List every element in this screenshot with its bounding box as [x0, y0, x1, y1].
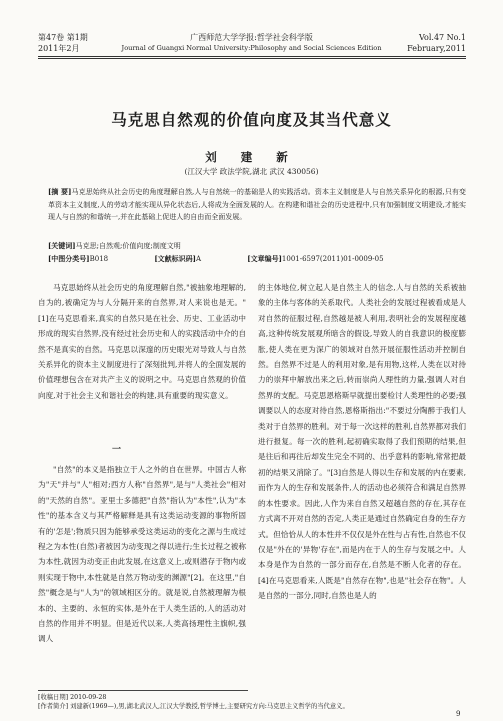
section-heading: 一	[112, 445, 122, 455]
classification-line	[48, 253, 478, 265]
right-column	[258, 280, 466, 604]
received-date: [收稿日期] 2010-09-28	[38, 694, 107, 701]
author-affiliation: (江汉大学 政法学院,湖北 武汉 430056)	[184, 167, 319, 176]
right-paragraph: 的主体地位,树立起人是自然主人的信念,人与自然的关系被抽象的主体与客体的关系取代。人类社会的发展过程被看成是人对自然的征服过程,自然越是被人利用,表明社会的发展程度越高,这种传统发展观所暗含的假设,导致人的自我意识的极度膨胀,使人类在更为深广的领域对自然开展征服性活动并控制自然。自然界不过是人的利用对象,是有用物,这样,人类在以对待力的崇拜中解放出来之后,转而崇尚人理性的力量,强调人对自然界的支配。马克思恩格斯早就提出要检讨人类理性的必要;强调要以人的态度对待自然,恩格斯指出:"不要过分陶醉于我们人类对于自然界的胜利。对于每一次这样的胜利,自然界都对我们进行报复。每一次的胜利,起初确实取得了我们预期的结果,但是往后和再往后却发生完全不同的、出乎意料的影响,常常把最初的结果又消除了。"[3]自然是人得以生存和发展的内在要素,而作为人的生存和发展条件,人的活动也必须符合和满足自然界的本性要求。因此,人作为来自自然又超越自然的存在,其存在方式离不开对自然的否定,人类正是通过自然确定自身的生存方式。但恰恰从人的本性并不仅仅是外在性与占有性,自然也不仅仅是"外在的'异物'存在",而是内在于人的生存与发展之中。人本身是作为自然的一部分而存在,自然是不断人化者的存在。[4]在马克思看来,人既是"自然存在物",也是"社会存在物"。人是自然的一部分,同时,自然也是人的	[258, 283, 466, 601]
intro-paragraph: 马克思始终从社会历史的角度理解自然,"被抽象地理解的,自为的,被确定为与人分隔开来的自然界,对人来说也是无。"[1]在马克思看来,真实的自然只是在社会、历史、工业活动中形成的现实自然界,没有经过社会历史和人的实践活动中介的自然不是真实的自然。马克思以深邃的历史眼光对导致人与自然关系异化的资本主义制度进行了深刻批判,并将人的全面发展的价值理想包含在对共产主义的说明之中。马克思自然观的价值向度,对于社会主义和谐社会的构建,具有重要的现实意义。	[38, 283, 246, 400]
clc-label: [中图分类号]	[48, 254, 90, 263]
left-column-section	[38, 462, 246, 647]
section-paragraph: "自然"的本义是指独立于人之外的自在世界。中国古人称为"天"并与"人"相对;西方人称"自然界",是与"人类社会"相对的"天然的自然"。亚里士多德把"自然"指认为"本性",认为"本性"的基本含义与其严格解释是具有这类运动变源的事物所固有的'怎是';物质只因为能够承受这类运动的变化之源与生成过程之为本性(自然)者被因为动变现之得以进行;生长过程之被称为本性,就因为动变正由此发展,在这意义上,或则潜存于物内或则实现于物中,本性就是自然万物动变的渊源"[2]。在这里,"自然"概念是与"人为"的领域相区分的。就是说,自然被理解为根本的、主要的、永恒的实体,是外在于人类生活的,人的活动对自然的作用并不明显。但是近代以来,人类高扬理性主旗帜,强调人	[38, 465, 246, 644]
abstract-label: [摘 要]	[48, 187, 72, 196]
articleno-label: [文章编号]	[247, 254, 282, 263]
keywords-label: [关键词]	[48, 241, 76, 250]
page-number: 9	[456, 710, 461, 718]
doccode-value: A	[196, 255, 202, 263]
keywords-text: 马克思;自然观;价值向度;制度文明	[75, 242, 181, 250]
author-name: 刘 建 新	[205, 150, 298, 164]
issue-date-en: February,2011	[407, 44, 466, 53]
abstract-text: 马克思始终从社会历史的角度理解自然,人与自然统一的基础是人的实践活动。资本主义制度是人与自然关系异化的根源,只有变革资本主义制度,人的劳动才能实现从异化状态后,人将成为全面发展的人。在构建和谐社会的历史进程中,只有加强制度文明建设,才能实现人与自然的和谐统一,并在此基础上促进人的自由而全面发展。	[48, 188, 466, 222]
volume-issue: 第47卷 第1期	[38, 33, 88, 42]
doccode-label: [文献标识码]	[154, 254, 196, 263]
header-rule	[38, 56, 466, 57]
footnote-rule	[38, 690, 248, 691]
clc-value: B018	[89, 255, 109, 263]
header-right	[371, 32, 466, 54]
author-bio: [作者简介] 刘建新(1969—),男,湖北武汉人,江汉大学教授,哲学博士,主要研究方向:马克思主义哲学的当代意义。	[38, 703, 349, 710]
volume-issue-en: Vol.47 No.1	[419, 33, 466, 42]
issue-date: 2011年2月	[38, 44, 80, 53]
header-rule-thin	[38, 58, 466, 59]
left-column-intro	[38, 280, 246, 403]
journal-title-cn: 广西师范大学学报:哲学社会科学版	[190, 33, 313, 42]
keywords	[48, 240, 466, 252]
article-title: 马克思自然观的价值向度及其当代意义	[111, 110, 392, 129]
abstract	[48, 186, 466, 224]
journal-title-en: Journal of Guangxi Normal University:Philosophy and Social Sciences Edition	[121, 44, 382, 52]
articleno-value: 1001-6597(2011)01-0009-05	[281, 255, 384, 263]
